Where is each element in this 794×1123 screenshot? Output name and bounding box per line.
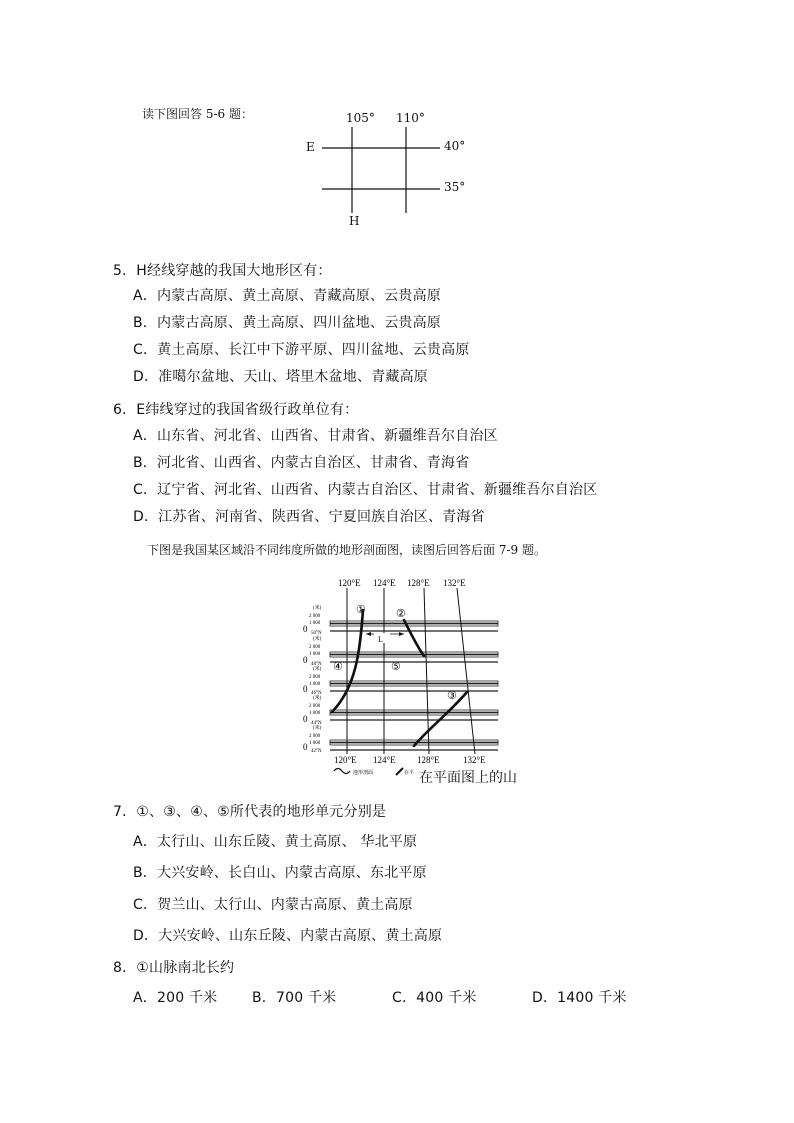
profile-top-lon-124: 124°E — [373, 578, 396, 588]
strip-elev-1000: 1 000 — [309, 652, 321, 657]
profile-bottom-lon-128: 128°E — [417, 755, 440, 765]
q8-option-d: D．1400 千米 — [532, 990, 627, 1006]
strip-elev-2000: 2 000 — [309, 614, 321, 619]
legend-mountain-caption: 在平面图上的山 — [419, 770, 517, 786]
q8-option-b: B．700 千米 — [252, 990, 337, 1006]
q8-option-c: C．400 千米 — [392, 990, 477, 1006]
q6-option-c: C．辽宁省、河北省、山西省、内蒙古自治区、甘肃省、新疆维吾尔自治区 — [133, 482, 598, 498]
strip-lat-label: 42°N — [311, 749, 322, 754]
legend-mountain-small-text: 在平 — [404, 771, 415, 776]
q5-option-d: D．准噶尔盆地、天山、塔里木盆地、青藏高原 — [133, 369, 428, 385]
strip-zero: 0 — [303, 742, 308, 752]
profile-strip-42n — [303, 724, 498, 754]
strip-elev-2000: 2 000 — [309, 734, 321, 739]
legend-profile-symbol — [334, 769, 350, 774]
distance-label-l: L — [378, 635, 383, 644]
strip-elev-1000: 1 000 — [309, 741, 321, 746]
profile-top-lon-132: 132°E — [443, 578, 466, 588]
strip-zero: 0 — [303, 684, 308, 694]
question-6-stem: 6．E纬线穿过的我国省级行政单位有： — [113, 402, 359, 418]
q6-option-d: D．江苏省、河南省、陕西省、宁夏回族自治区、青海省 — [133, 509, 485, 525]
strip-zero: 0 — [303, 624, 308, 634]
strip-lat-label: 44°N — [311, 721, 322, 726]
q6-option-b: B．河北省、山西省、内蒙古自治区、甘肃省、青海省 — [133, 455, 470, 471]
distance-arrow-head-right — [399, 632, 404, 636]
marker-2: ② — [396, 608, 406, 620]
profile-bottom-lon-124: 124°E — [373, 755, 396, 765]
strip-unit: (米) — [313, 637, 322, 642]
question-7-stem: 7．①、③、④、⑤所代表的地形单元分别是 — [113, 804, 387, 820]
distance-arrow-head-left — [366, 632, 371, 636]
q8-option-a: A．200 千米 — [133, 990, 218, 1006]
intro-text-5-6: 读下图回答 5-6 题： — [142, 107, 253, 121]
marker-4: ④ — [333, 661, 343, 673]
grid-label-110: 110° — [396, 111, 425, 125]
grid-label-40: 40° — [444, 139, 466, 153]
terrain-profile-figure — [300, 572, 540, 790]
strip-lat-label: 46°N — [311, 691, 322, 696]
legend-profile-text: 地形剖面 — [353, 771, 374, 776]
profile-top-lon-120: 120°E — [338, 578, 361, 588]
mountain-curve-3 — [414, 692, 467, 746]
grid-label-h: H — [349, 214, 360, 228]
strip-elev-1000: 1 000 — [309, 711, 321, 716]
grid-label-105: 105° — [346, 111, 375, 125]
mountain-curve-2 — [404, 620, 424, 656]
profile-meridian-132 — [457, 588, 475, 754]
legend-mountain-symbol — [396, 768, 403, 775]
question-8-stem: 8．①山脉南北长约 — [113, 960, 235, 976]
marker-5: ⑤ — [391, 661, 401, 673]
q7-option-b: B．大兴安岭、长白山、内蒙古高原、东北平原 — [133, 865, 427, 881]
profile-bottom-lon-132: 132°E — [463, 755, 486, 765]
q6-option-a: A．山东省、河北省、山西省、甘肃省、新疆维吾尔自治区 — [133, 428, 498, 444]
q7-option-a: A．太行山、山东丘陵、黄土高原、 华北平原 — [133, 834, 418, 850]
strip-unit: (米) — [313, 667, 322, 672]
strip-elev-2000: 2 000 — [309, 675, 321, 680]
q7-option-d: D．大兴安岭、山东丘陵、内蒙古高原、黄土高原 — [133, 928, 443, 944]
strip-lat-label: 50°N — [311, 631, 322, 636]
strip-zero: 0 — [303, 655, 308, 665]
profile-top-lon-128: 128°E — [407, 578, 430, 588]
strip-zero: 0 — [303, 714, 308, 724]
strip-unit: (米) — [313, 726, 322, 731]
marker-3: ③ — [447, 690, 457, 702]
intro-text-7-9: 下图是我国某区域沿不同纬度所做的地形剖面图，读图后回答后面 7-9 题。 — [147, 543, 546, 557]
q7-option-c: C．贺兰山、太行山、内蒙古高原、黄土高原 — [133, 897, 413, 913]
grid-label-35: 35° — [444, 180, 466, 194]
strip-lat-label: 48°N — [311, 662, 322, 667]
strip-unit: (米) — [313, 696, 322, 701]
q5-option-a: A．内蒙古高原、黄土高原、青藏高原、云贵高原 — [133, 288, 441, 304]
strip-elev-1000: 1 000 — [309, 682, 321, 687]
q5-option-b: B．内蒙古高原、黄土高原、四川盆地、云贵高原 — [133, 315, 442, 331]
strip-elev-2000: 2 000 — [309, 645, 321, 650]
question-5-stem: 5．H经线穿越的我国大地形区有： — [113, 263, 332, 279]
strip-elev-1000: 1 000 — [309, 621, 321, 626]
grid-label-e: E — [306, 140, 315, 154]
marker-1: ① — [356, 604, 366, 616]
strip-elev-2000: 2 000 — [309, 704, 321, 709]
q5-option-c: C．黄土高原、长江中下游平原、四川盆地、云贵高原 — [133, 342, 470, 358]
lat-lon-grid-figure — [300, 105, 480, 235]
profile-bottom-lon-120: 120°E — [334, 755, 357, 765]
strip-unit: (米) — [313, 606, 322, 611]
